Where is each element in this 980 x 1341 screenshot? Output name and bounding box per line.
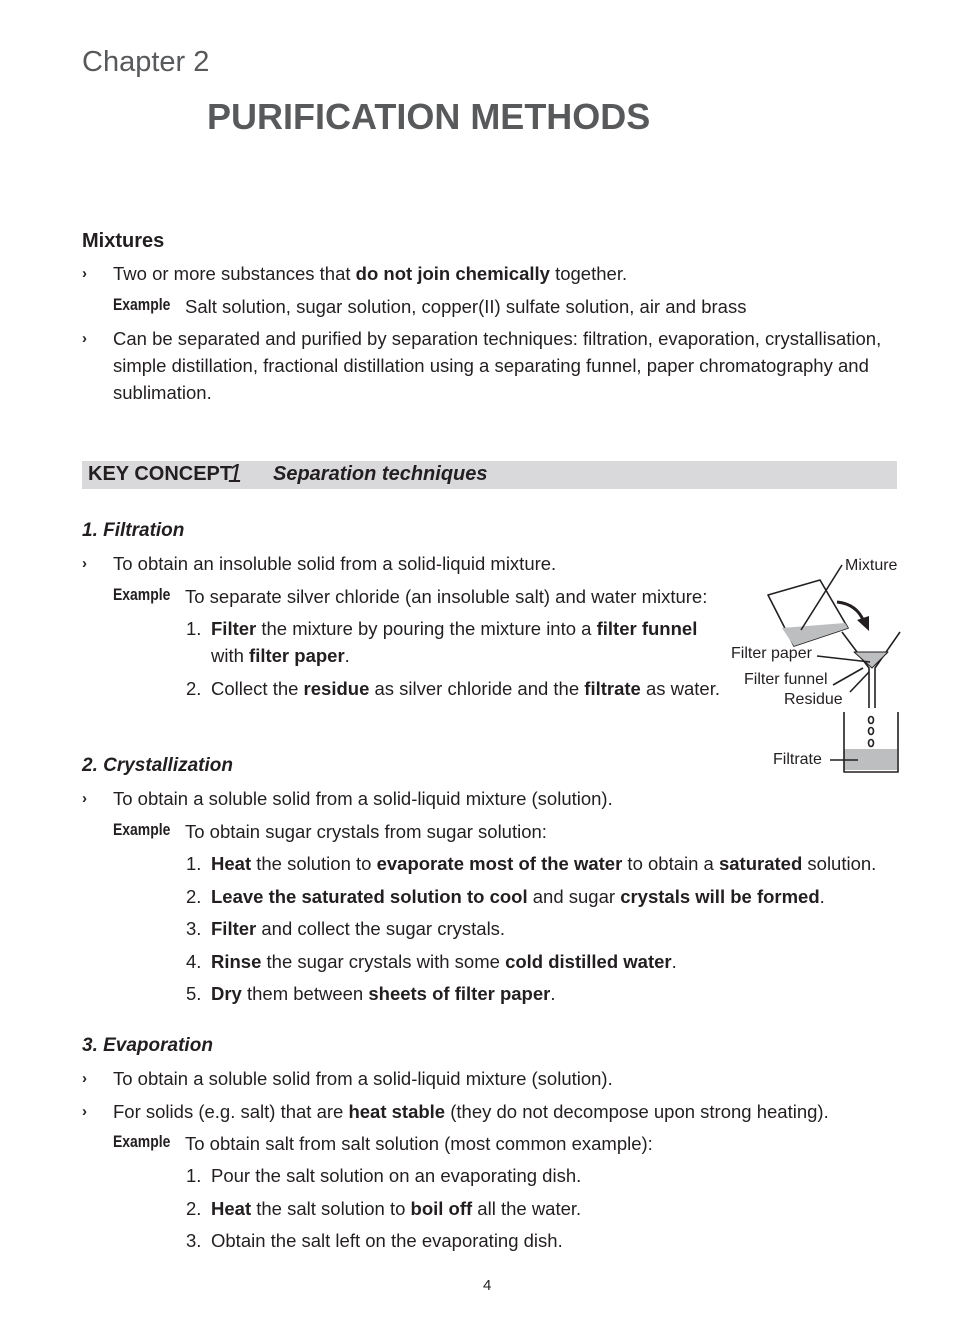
crystallization-step-5: Dry them between sheets of filter paper. bbox=[211, 983, 556, 1004]
subsection-heading-evaporation: 3. Evaporation bbox=[82, 1035, 213, 1056]
bullet-chevron-icon: › bbox=[82, 790, 87, 807]
crystallization-step-3: Filter and collect the sugar crystals. bbox=[211, 918, 506, 939]
example-text: To separate silver chloride (an insoluble salt) and water mixture: bbox=[185, 586, 708, 607]
bullet-chevron-icon: › bbox=[82, 555, 87, 572]
step-number: 1. bbox=[186, 1165, 202, 1186]
step-number: 3. bbox=[186, 1230, 202, 1251]
crystallization-step-4: Rinse the sugar crystals with some cold distilled water. bbox=[211, 951, 677, 972]
step-number: 5. bbox=[186, 983, 202, 1004]
step-number: 3. bbox=[186, 918, 202, 939]
page-number: 4 bbox=[483, 1277, 492, 1294]
mixtures-bullet-2-line-3: sublimation. bbox=[113, 382, 212, 403]
step-number: 2. bbox=[186, 678, 202, 699]
diagram-label-filter-funnel: Filter funnel bbox=[744, 671, 828, 688]
diagram-label-filtrate: Filtrate bbox=[773, 751, 822, 768]
crystallization-step-1: Heat the solution to evaporate most of the water to obtain a saturated solution. bbox=[211, 853, 877, 874]
pour-arrow-icon bbox=[837, 602, 864, 622]
key-concept-title: Separation techniques bbox=[273, 463, 488, 485]
filtration-step-1-line-1: Filter the mixture by pouring the mixture into a filter funnel bbox=[211, 618, 698, 639]
key-concept-number: 1 bbox=[228, 458, 243, 488]
drop-icon bbox=[869, 728, 874, 735]
example-label: Example bbox=[113, 820, 171, 839]
filtration-step-1-line-2: with filter paper. bbox=[211, 645, 350, 666]
section-heading-mixtures: Mixtures bbox=[82, 230, 165, 252]
crystallization-step-2: Leave the saturated solution to cool and sugar crystals will be formed. bbox=[211, 886, 825, 907]
example-text: Salt solution, sugar solution, copper(II) sulfate solution, air and brass bbox=[185, 296, 747, 317]
bullet-chevron-icon: › bbox=[82, 265, 87, 282]
bullet-chevron-icon: › bbox=[82, 1103, 87, 1120]
step-number: 2. bbox=[186, 1198, 202, 1219]
subsection-heading-filtration: 1. Filtration bbox=[82, 520, 185, 541]
diagram-label-filter-paper: Filter paper bbox=[731, 645, 812, 662]
example-label: Example bbox=[113, 295, 171, 314]
diagram-label-mixture: Mixture bbox=[845, 557, 898, 574]
funnel-left-wall bbox=[842, 632, 869, 708]
page-title: PURIFICATION METHODS bbox=[207, 96, 651, 137]
mixture-liquid bbox=[782, 623, 848, 646]
filtration-step-2: Collect the residue as silver chloride and the filtrate as water. bbox=[211, 678, 721, 699]
step-number: 1. bbox=[186, 853, 202, 874]
mixtures-bullet-1: Two or more substances that do not join chemically together. bbox=[113, 263, 628, 284]
diagram-label-residue: Residue bbox=[784, 691, 843, 708]
drop-icon bbox=[869, 717, 874, 724]
key-concept-label: KEY CONCEPT bbox=[88, 463, 233, 485]
bullet-chevron-icon: › bbox=[82, 1070, 87, 1087]
mixtures-bullet-2-line-1: Can be separated and purified by separation techniques: filtration, evaporation, crystallisation, bbox=[113, 328, 882, 349]
evaporation-step-1: Pour the salt solution on an evaporating dish. bbox=[211, 1165, 582, 1186]
step-number: 2. bbox=[186, 886, 202, 907]
step-number: 1. bbox=[186, 618, 202, 639]
bullet-chevron-icon: › bbox=[82, 330, 87, 347]
evaporation-bullet-2: For solids (e.g. salt) that are heat stable (they do not decompose upon strong heating). bbox=[113, 1101, 829, 1122]
step-number: 4. bbox=[186, 951, 202, 972]
filtration-bullet-1: To obtain an insoluble solid from a solid-liquid mixture. bbox=[113, 553, 557, 574]
arrowhead-icon bbox=[857, 616, 869, 631]
evaporation-step-3: Obtain the salt left on the evaporating dish. bbox=[211, 1230, 563, 1251]
example-label: Example bbox=[113, 585, 171, 604]
crystallization-bullet-1: To obtain a soluble solid from a solid-liquid mixture (solution). bbox=[113, 788, 613, 809]
chapter-label: Chapter 2 bbox=[82, 46, 210, 78]
mixtures-bullet-2-line-2: simple distillation, fractional distillation using a separating funnel, paper chromatography and bbox=[113, 355, 869, 376]
funnel-right-wall bbox=[875, 632, 900, 708]
example-text: To obtain salt from salt solution (most common example): bbox=[185, 1133, 653, 1154]
evaporation-bullet-1: To obtain a soluble solid from a solid-liquid mixture (solution). bbox=[113, 1068, 613, 1089]
drop-icon bbox=[869, 740, 874, 747]
subsection-heading-crystallization: 2. Crystallization bbox=[82, 755, 233, 776]
evaporation-step-2: Heat the salt solution to boil off all the water. bbox=[211, 1198, 582, 1219]
example-label: Example bbox=[113, 1132, 171, 1151]
example-text: To obtain sugar crystals from sugar solution: bbox=[185, 821, 547, 842]
